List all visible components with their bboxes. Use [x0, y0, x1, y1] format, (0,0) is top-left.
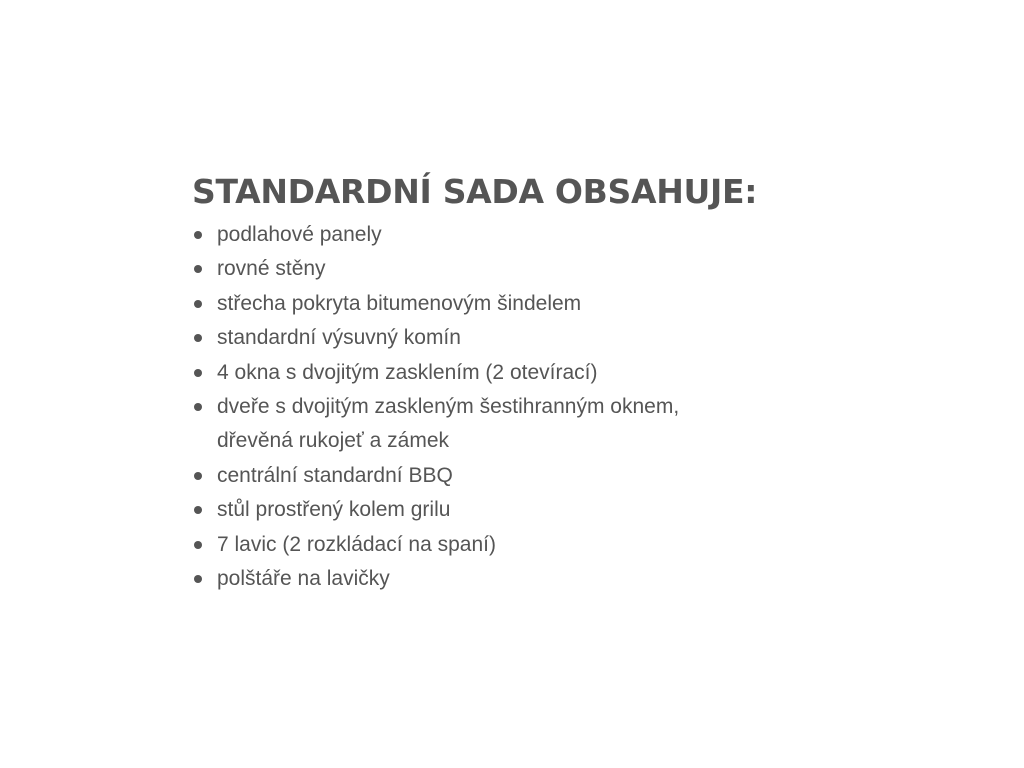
list-item-text: 4 okna s dvojitým zasklením (2 otevírací)	[217, 360, 598, 384]
list-item-text: centrální standardní BBQ	[217, 463, 453, 487]
bullet-icon	[194, 403, 202, 411]
list-item	[192, 356, 832, 390]
list-item-text: 7 lavic (2 rozkládací na spaní)	[217, 532, 496, 556]
list-item	[192, 252, 832, 286]
list-item-text: dveře s dvojitým zaskleným šestihranným oknem,	[217, 395, 680, 419]
list-item-text: stůl prostřený kolem grilu	[217, 498, 451, 522]
bullet-icon	[194, 300, 202, 308]
contents-list	[192, 218, 832, 596]
list-item	[192, 218, 832, 252]
list-item	[192, 390, 832, 424]
package-contents	[192, 170, 832, 596]
list-item-text: standardní výsuvný komín	[217, 326, 461, 350]
page-title: STANDARDNÍ SADA OBSAHUJE:	[192, 172, 758, 211]
bullet-icon	[194, 369, 202, 377]
bullet-icon	[194, 334, 202, 342]
list-item	[192, 287, 832, 321]
list-item	[192, 493, 832, 527]
list-item-text: podlahové panely	[217, 223, 382, 246]
list-item-text: rovné stěny	[217, 257, 326, 281]
list-item	[192, 459, 832, 493]
bullet-icon	[194, 541, 202, 549]
bullet-icon	[194, 265, 202, 273]
list-item	[192, 321, 832, 355]
list-item	[192, 528, 832, 562]
list-item-continuation	[192, 424, 832, 458]
bullet-icon	[194, 506, 202, 514]
list-item-text: polštáře na lavičky	[217, 567, 390, 591]
list-item	[192, 562, 832, 596]
list-item-text: dřevěná rukojeť a zámek	[217, 429, 449, 453]
bullet-icon	[194, 472, 202, 480]
bullet-icon	[194, 231, 202, 239]
list-item-text: střecha pokryta bitumenovým šindelem	[217, 291, 582, 315]
bullet-icon	[194, 575, 202, 583]
